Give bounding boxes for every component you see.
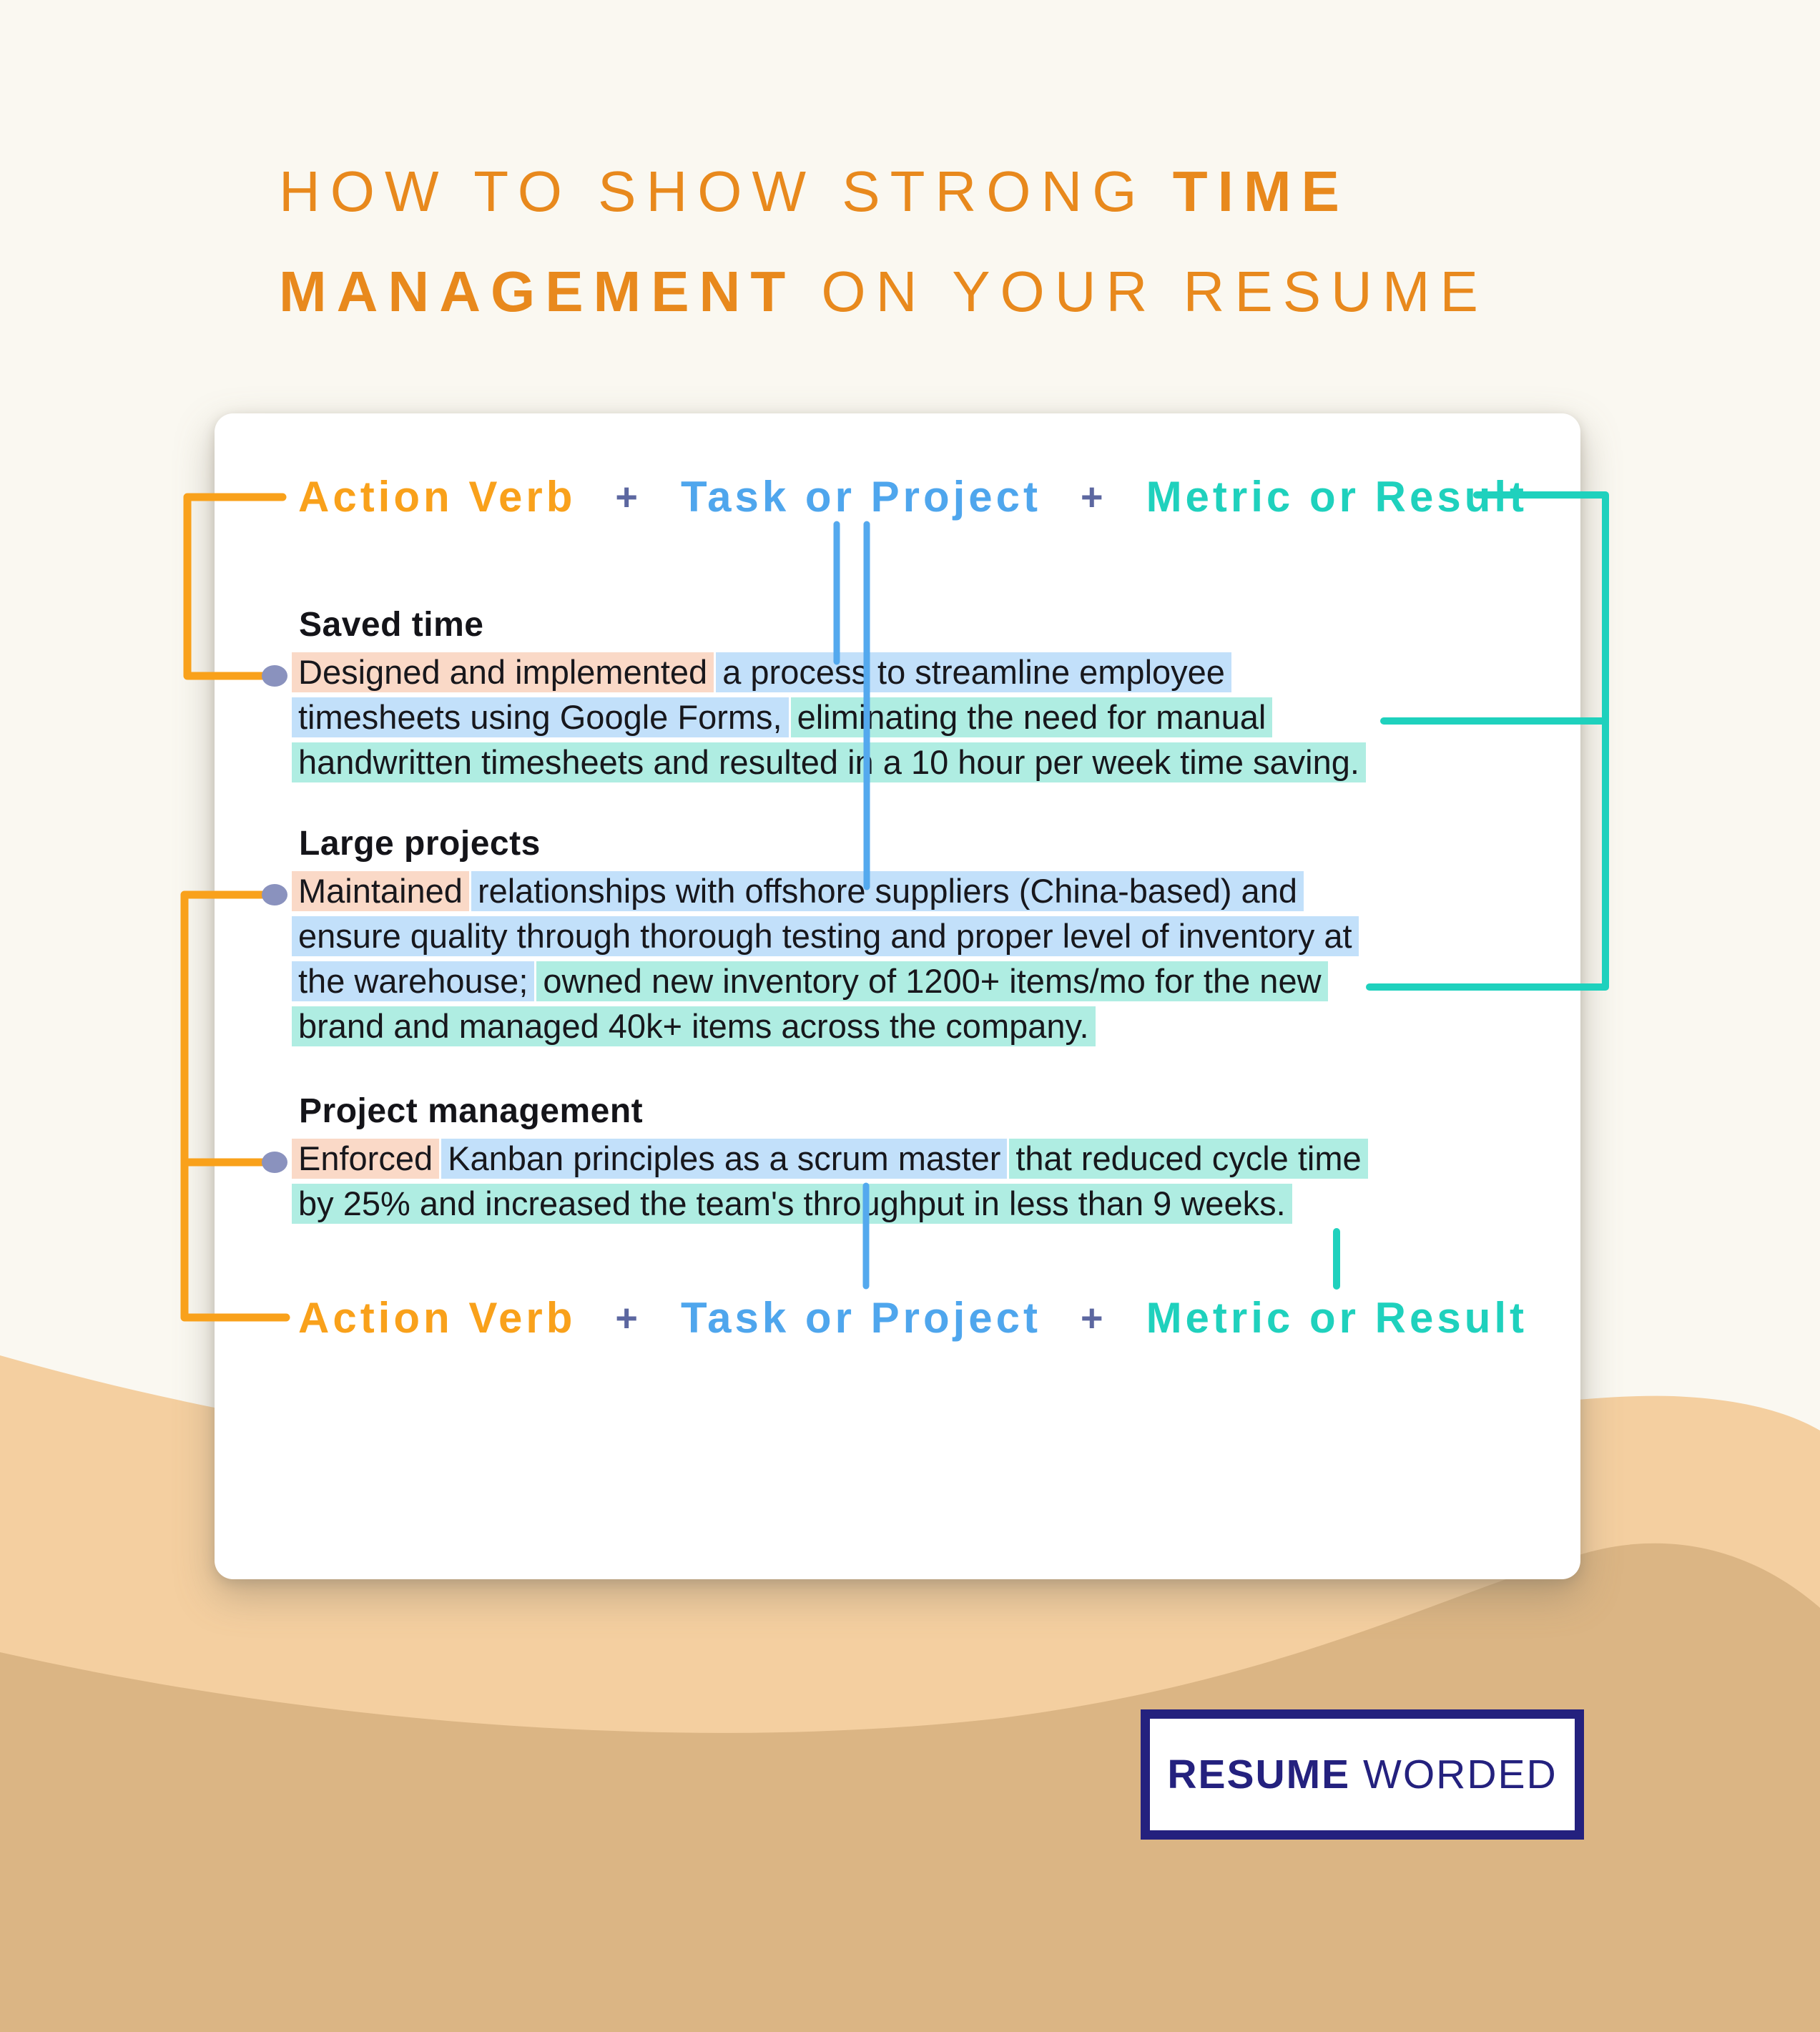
title-regular-text: HOW TO SHOW STRONG xyxy=(279,159,1173,223)
formula-row-top xyxy=(298,472,1528,521)
bullet-line xyxy=(292,1184,1370,1229)
bullet-line xyxy=(292,652,1368,697)
page-title-line1 xyxy=(279,159,1349,223)
logo-bold-text: RESUME xyxy=(1167,1752,1351,1797)
formula-action-verb-label: Action Verb xyxy=(298,473,576,521)
bullet-line xyxy=(292,742,1368,787)
formula-task-label: Task or Project xyxy=(680,473,1042,521)
bullet-line xyxy=(292,1006,1361,1051)
logo-text xyxy=(1167,1751,1557,1798)
formula-action-verb-label: Action Verb xyxy=(298,1294,576,1342)
plus-sign: + xyxy=(1081,475,1107,519)
plus-sign: + xyxy=(615,1296,641,1340)
plus-sign: + xyxy=(615,475,641,519)
bullet-line xyxy=(292,1139,1370,1184)
bullet-line xyxy=(292,697,1368,742)
metric-highlight: that reduced cycle time xyxy=(1009,1139,1367,1179)
bullet-line xyxy=(292,961,1361,1006)
formula-metric-label: Metric or Result xyxy=(1146,1294,1528,1342)
action-verb-highlight: Maintained xyxy=(292,871,469,911)
plus-sign: + xyxy=(1081,1296,1107,1340)
resume-section-saved-time xyxy=(292,608,1368,787)
metric-highlight: eliminating the need for manual xyxy=(791,697,1273,737)
task-highlight: a process to streamline employee xyxy=(716,652,1231,692)
resume-section-large-projects xyxy=(292,827,1361,1051)
action-verb-highlight: Designed and implemented xyxy=(292,652,714,692)
title-bold-text: MANAGEMENT xyxy=(279,260,796,323)
task-highlight: timesheets using Google Forms, xyxy=(292,697,789,737)
resume-section-project-management xyxy=(292,1094,1370,1229)
section-heading: Project management xyxy=(299,1092,644,1130)
metric-highlight: by 25% and increased the team's throughput in less than 9 weeks. xyxy=(292,1184,1292,1224)
task-highlight: Kanban principles as a scrum master xyxy=(441,1139,1007,1179)
action-verb-highlight: Enforced xyxy=(292,1139,439,1179)
task-highlight: ensure quality through thorough testing and proper level of inventory at xyxy=(292,916,1359,956)
formula-row-bottom xyxy=(298,1293,1528,1343)
logo-regular-text: WORDED xyxy=(1350,1752,1558,1797)
bullet-line xyxy=(292,871,1361,916)
formula-metric-label: Metric or Result xyxy=(1146,473,1528,521)
formula-task-label: Task or Project xyxy=(680,1294,1042,1342)
metric-highlight: handwritten timesheets and resulted in a 10 hour per week time saving. xyxy=(292,742,1366,782)
metric-highlight: owned new inventory of 1200+ items/mo for the new xyxy=(536,961,1327,1001)
bullet-line xyxy=(292,916,1361,961)
title-bold-text: TIME xyxy=(1172,159,1349,223)
metric-highlight: brand and managed 40k+ items across the company. xyxy=(292,1006,1096,1046)
section-heading: Saved time xyxy=(299,606,484,644)
task-highlight: relationships with offshore suppliers (China-based) and xyxy=(471,871,1304,911)
task-highlight: the warehouse; xyxy=(292,961,534,1001)
title-regular-text: ON YOUR RESUME xyxy=(795,260,1488,323)
page-title-line2 xyxy=(279,260,1488,323)
resume-worded-logo xyxy=(1141,1709,1584,1840)
section-heading: Large projects xyxy=(299,825,541,863)
